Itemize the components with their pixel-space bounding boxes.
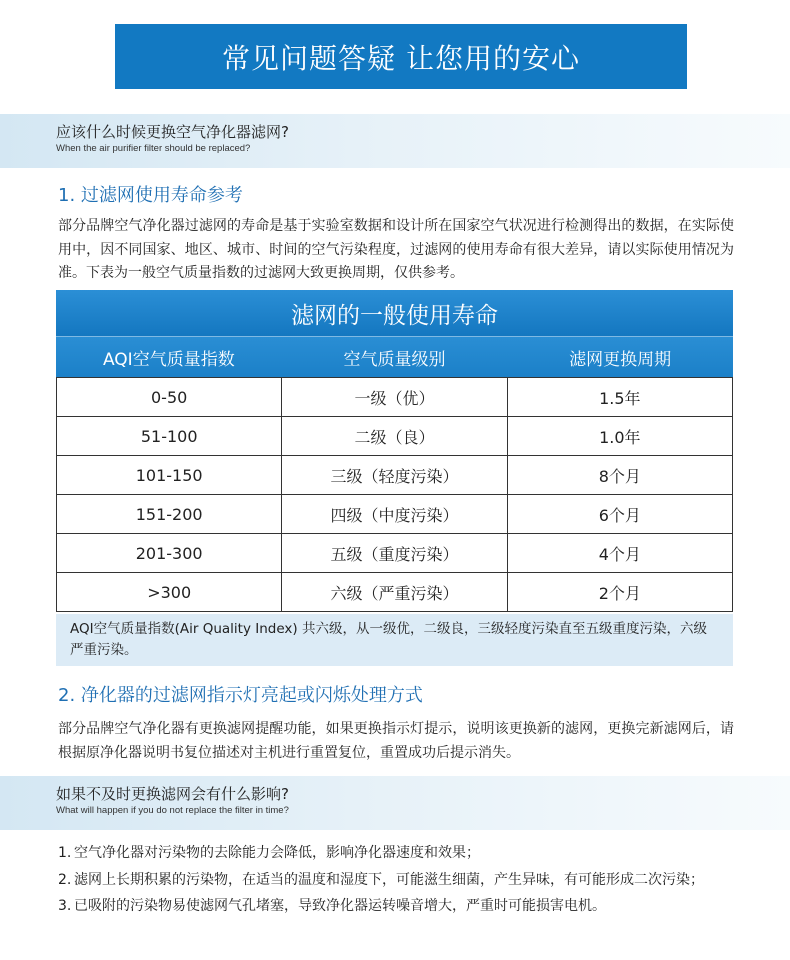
table-row: [57, 533, 732, 572]
section-paragraph-filter-life: 部分品牌空气净化器过滤网的寿命是基于实验室数据和设计所在国家空气状况进行检测得出的数据，在实际使用中，因不同国家、地区、城市、时间的空气污染程度，过滤网的使用寿命有很大差异，请以实际使用情况为准。下表为一般空气质量指数的过滤网大致更换周期，仅供参考。: [58, 218, 734, 281]
table-cell: 1.0年: [507, 417, 732, 455]
section-heading-filter-life: 1. 过滤网使用寿命参考: [58, 185, 243, 206]
list-item-number: 3.: [58, 898, 72, 914]
table-cell: 六级（严重污染）: [281, 573, 506, 611]
section-paragraph-indicator: 部分品牌空气净化器有更换滤网提醒功能，如果更换指示灯提示，说明该更换新的滤网，更换完新滤网后，请根据原净化器说明书复位描述对主机进行重置复位，重置成功后提示消失。: [58, 721, 734, 761]
table-cell: 一级（优）: [281, 378, 506, 416]
list-item: [58, 842, 738, 866]
question-title: 应该什么时候更换空气净化器滤网?: [56, 123, 289, 141]
list-item-number: 1.: [58, 845, 72, 861]
list-item-text: 滤网上长期积累的污染物，在适当的温度和湿度下，可能滋生细菌，产生异味，有可能形成二次污染；: [74, 871, 704, 888]
table-cell: 1.5年: [507, 378, 732, 416]
table-cell: 201-300: [135, 543, 203, 563]
table-header-aqi: AQI空气质量指数: [102, 349, 235, 370]
table-row: [57, 494, 732, 533]
table-cell: 51-100: [140, 426, 198, 446]
table-header-cycle: 滤网更换周期: [569, 349, 672, 370]
section-heading-indicator: 2. 净化器的过滤网指示灯亮起或闪烁处理方式: [58, 685, 423, 706]
table-cell: 101-150: [135, 465, 203, 485]
question-subtitle: When the air purifier filter should be replaced?: [56, 143, 251, 154]
table-cell: 8个月: [507, 456, 732, 494]
list-item-text: 已吸附的污染物易使滤网气孔堵塞，导致净化器运转噪音增大，严重时可能损害电机。: [74, 898, 606, 914]
table-cell: 4个月: [507, 534, 732, 572]
table-cell: 三级（轻度污染）: [281, 456, 506, 494]
aqi-note: AQI空气质量指数(Air Quality Index) 共六级，从一级优，二级良，三级轻度污染直至五级重度污染，六级严重污染。: [56, 614, 733, 666]
table-cell: 2个月: [507, 573, 732, 611]
list-item: [58, 895, 738, 919]
list-item-number: 2.: [58, 871, 72, 888]
consequence-list: [58, 842, 738, 919]
table-cell: 0-50: [151, 387, 188, 407]
table-cell: >300: [147, 582, 192, 602]
table-row: [57, 377, 732, 416]
table-cell: 151-200: [135, 504, 203, 524]
table-row: [57, 455, 732, 494]
page-banner: 常见问题答疑 让您用的安心: [115, 24, 687, 89]
table-cell: 四级（中度污染）: [281, 495, 506, 533]
question-subtitle: What will happen if you do not replace the filter in time?: [56, 805, 289, 816]
table-cell: 二级（良）: [281, 417, 506, 455]
table-cell: 五级（重度污染）: [281, 534, 506, 572]
table-row: [57, 416, 732, 455]
question-band-filter-replace: [0, 114, 790, 168]
list-item: [58, 869, 738, 893]
list-item-text: 空气净化器对污染物的去除能力会降低，影响净化器速度和效果；: [74, 845, 480, 861]
filter-life-table: [56, 290, 733, 612]
table-title: 滤网的一般使用寿命: [56, 290, 733, 337]
question-title: 如果不及时更换滤网会有什么影响?: [56, 785, 289, 803]
table-body: [56, 377, 733, 612]
question-band-consequences: [0, 776, 790, 830]
table-row: [57, 572, 732, 611]
table-header-row: [56, 337, 733, 377]
table-header-level: 空气质量级别: [343, 349, 446, 370]
table-cell: 6个月: [507, 495, 732, 533]
